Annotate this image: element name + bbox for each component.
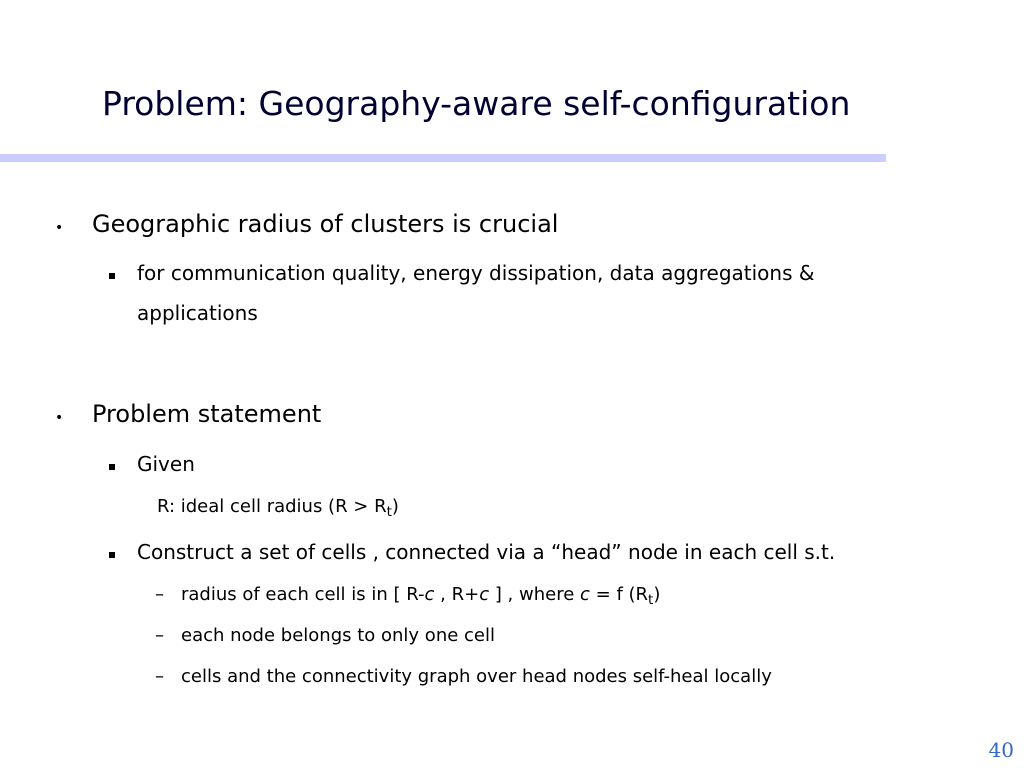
square-bullet-icon xyxy=(109,552,115,558)
sub-bullet-text: for communication quality, energy dissipation, data aggregations & xyxy=(137,261,815,285)
round-bullet-icon: • xyxy=(55,220,64,236)
square-bullet-icon xyxy=(109,464,115,470)
sub-bullet-text: Given xyxy=(137,452,195,476)
detail-text: each node belongs to only one cell xyxy=(181,625,495,646)
dash-bullet-icon: – xyxy=(155,584,164,605)
sub-bullet-text-cont: applications xyxy=(137,301,258,325)
detail-text: radius of each cell is in [ R-c , R+c ] , where c = f $(R_t)$ xyxy=(181,584,661,608)
dash-bullet-icon: – xyxy=(155,625,164,646)
sub-bullet-text: Construct a set of cells , connected via a “head” node in each cell s.t. xyxy=(137,540,836,564)
round-bullet-icon: • xyxy=(55,410,64,426)
given-detail-text: R: ideal cell radius $(R > R_t)$ xyxy=(157,496,399,520)
bullet-text: Problem statement xyxy=(92,400,322,428)
slide-title: Problem: Geography-aware self-configuration xyxy=(102,84,851,123)
page-number: 40 xyxy=(988,738,1014,762)
detail-text: cells and the connectivity graph over head nodes self-heal locally xyxy=(181,666,772,687)
dash-bullet-icon: – xyxy=(155,666,164,687)
bullet-text: Geographic radius of clusters is crucial xyxy=(92,210,559,238)
title-underline xyxy=(0,154,886,162)
square-bullet-icon xyxy=(109,273,115,279)
